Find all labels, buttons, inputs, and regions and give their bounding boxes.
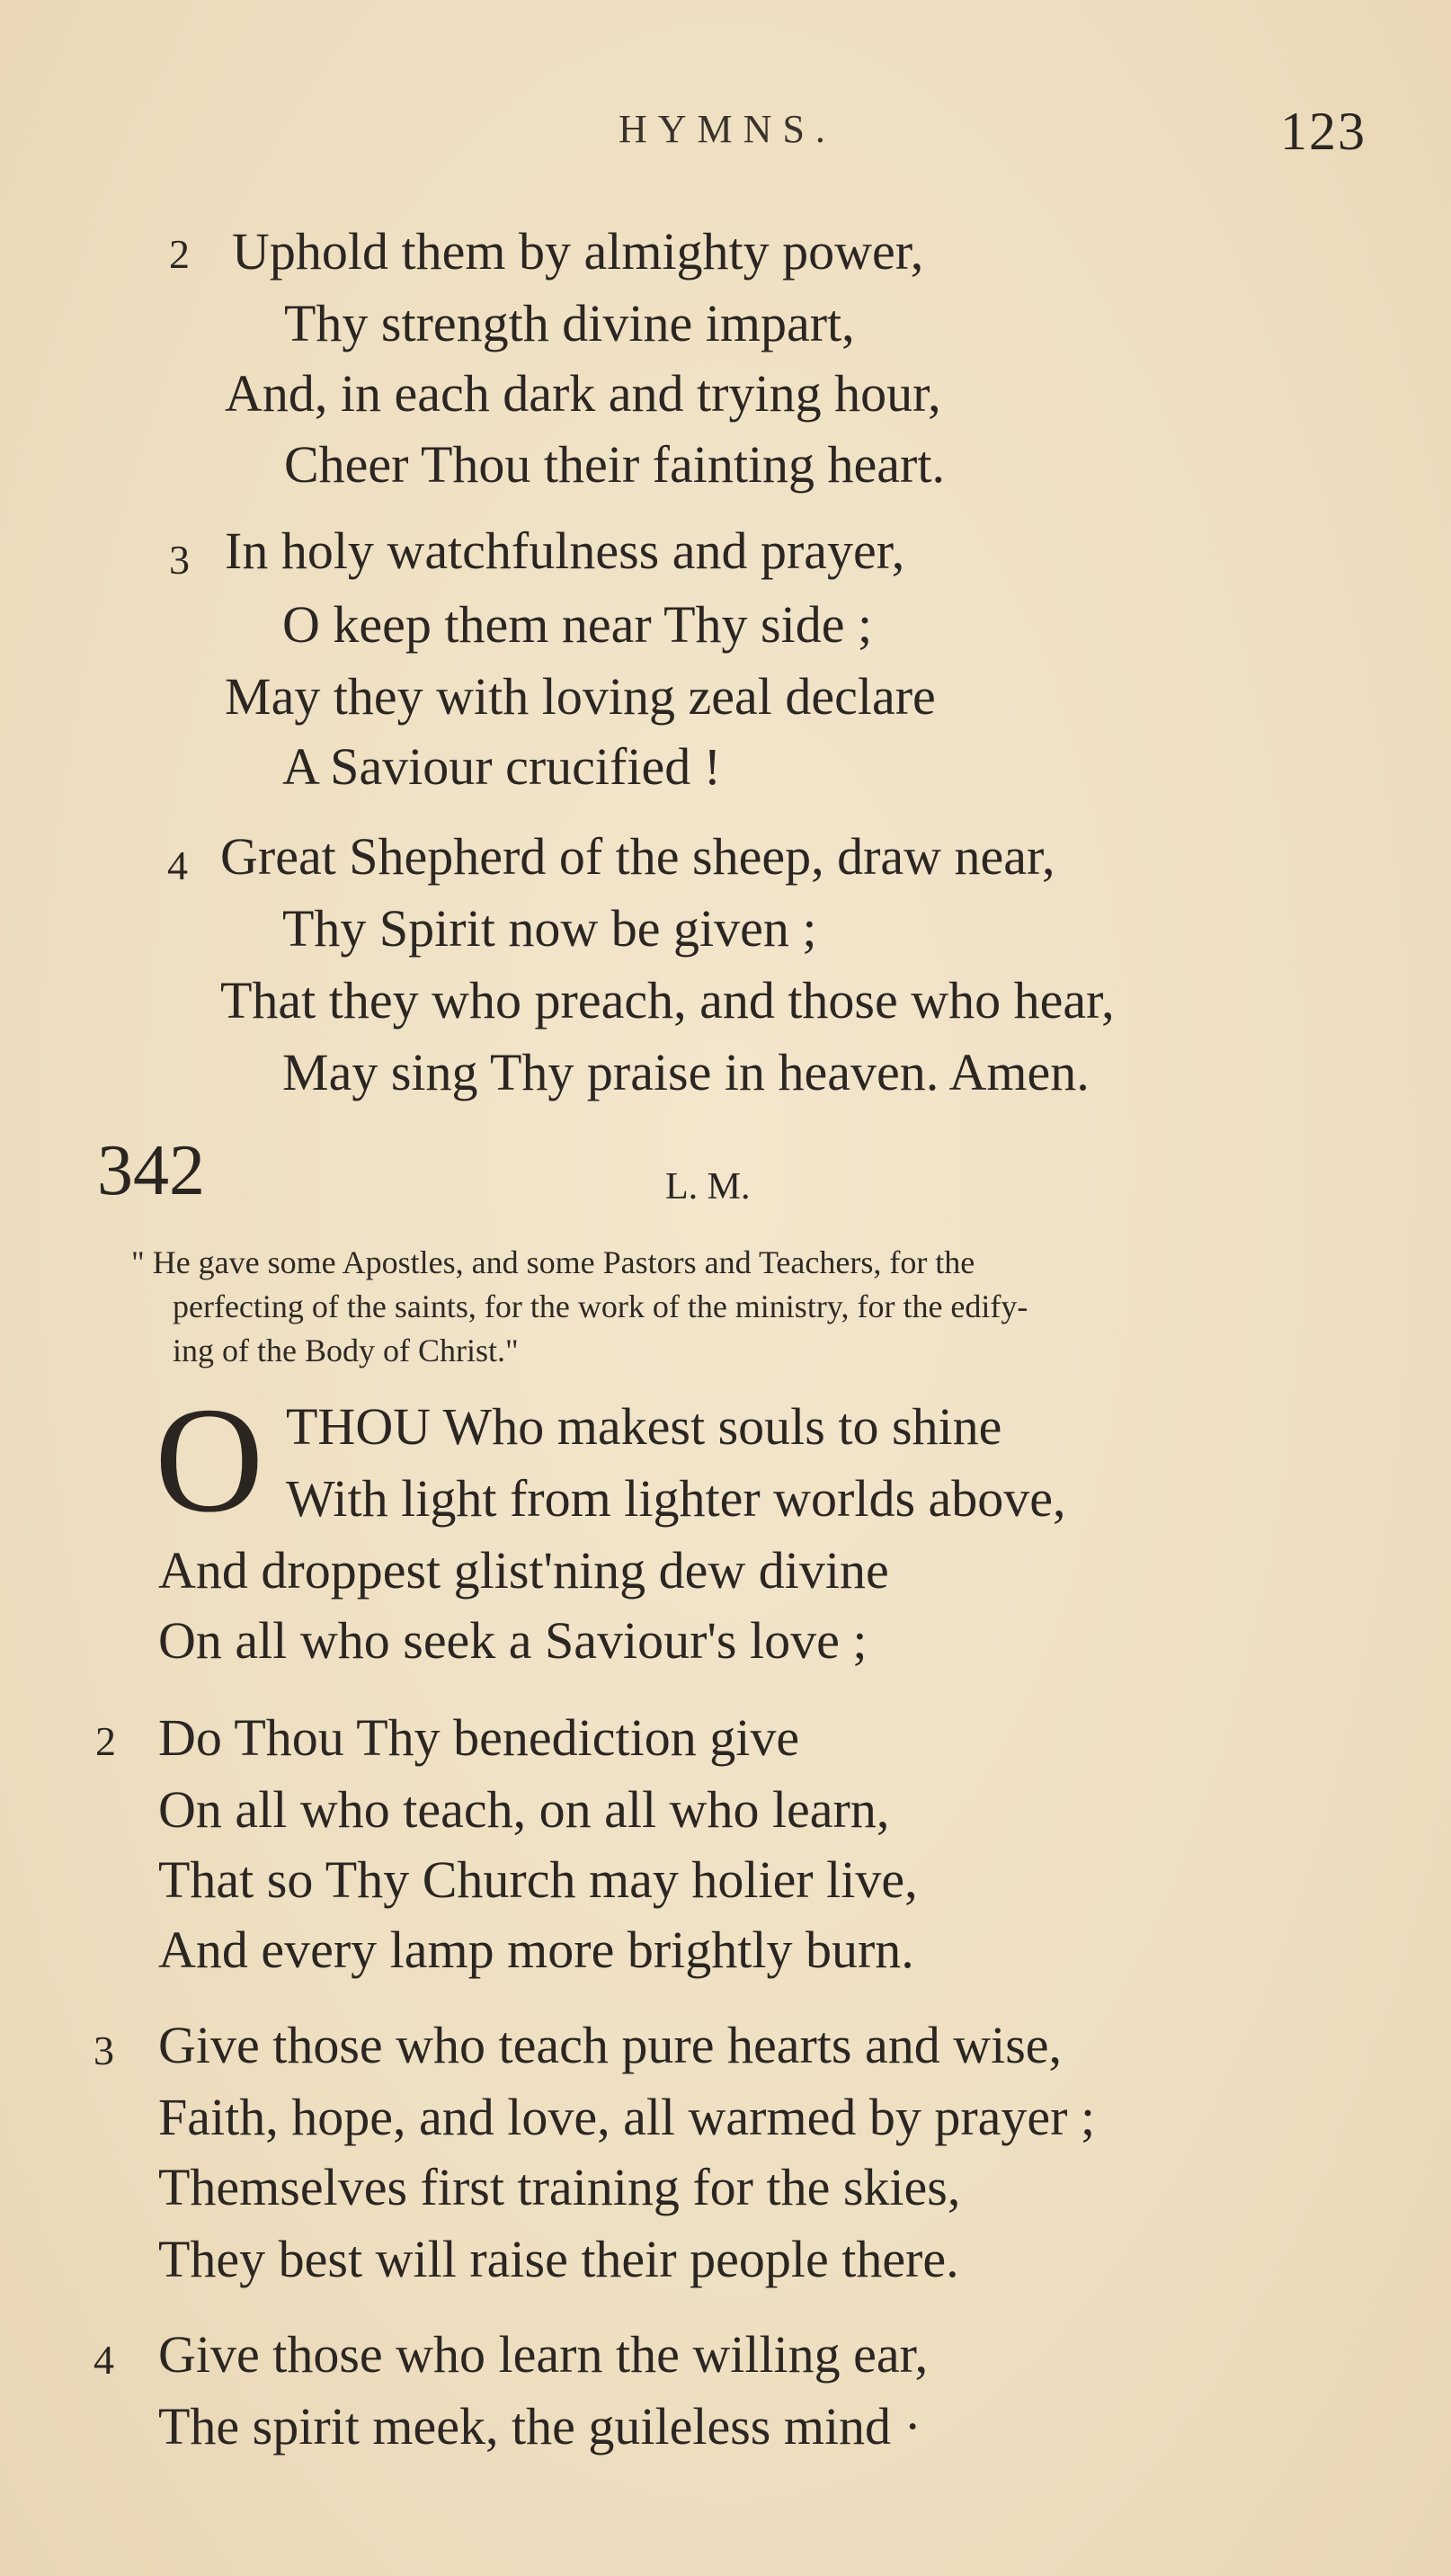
- verse-line: Give those who learn the willing ear,: [158, 2325, 929, 2384]
- hymn-meter: L. M.: [665, 1166, 751, 1208]
- verse-line: That they who preach, and those who hear,: [220, 971, 1115, 1030]
- verse-number: 4: [93, 2337, 114, 2383]
- verse-line: And droppest glist'ning dew divine: [158, 1541, 889, 1600]
- verse-line: And, in each dark and trying hour,: [225, 364, 941, 423]
- verse-line: THOU Who makest souls to shine: [286, 1397, 1002, 1456]
- page-number: 123: [1280, 102, 1366, 161]
- verse-number: 2: [95, 1718, 116, 1764]
- epigraph-line: ing of the Body of Christ.": [173, 1333, 519, 1368]
- verse-line: With light from lighter worlds above,: [286, 1469, 1066, 1528]
- verse-line: Thy Spirit now be given ;: [282, 899, 817, 958]
- verse-line: Themselves first training for the skies,: [158, 2158, 961, 2216]
- verse-number: 3: [169, 537, 190, 583]
- hymn-number: 342: [97, 1131, 205, 1210]
- verse-line: Faith, hope, and love, all warmed by prayer ;: [158, 2088, 1096, 2146]
- verse-line: Uphold them by almighty power,: [232, 222, 924, 281]
- verse-line: May they with loving zeal declare: [225, 667, 936, 726]
- verse-line: May sing Thy praise in heaven. Amen.: [282, 1043, 1090, 1101]
- verse-line: And every lamp more brightly burn.: [158, 1921, 914, 1979]
- drop-cap: O: [155, 1377, 264, 1544]
- verse-line: On all who teach, on all who learn,: [158, 1780, 890, 1839]
- epigraph-line: " He gave some Apostles, and some Pastors and Teachers, for the: [131, 1244, 975, 1280]
- verse-line: Thy strength divine impart,: [284, 294, 855, 352]
- verse-number: 3: [93, 2028, 114, 2073]
- epigraph-line: perfecting of the saints, for the work of the ministry, for the edify-: [173, 1288, 1028, 1324]
- running-title: HYMNS.: [619, 107, 836, 151]
- verse-line: Give those who teach pure hearts and wise,: [158, 2016, 1063, 2074]
- verse-line: A Saviour crucified !: [282, 737, 722, 796]
- verse-line: In holy watchfulness and prayer,: [225, 521, 905, 580]
- verse-line: Do Thou Thy benediction give: [158, 1708, 800, 1767]
- verse-line: They best will raise their people there.: [158, 2230, 959, 2288]
- verse-number: 4: [167, 842, 188, 888]
- verse-number: 2: [169, 231, 190, 277]
- verse-line: Cheer Thou their fainting heart.: [284, 435, 945, 494]
- verse-line: The spirit meek, the guileless mind ·: [158, 2397, 921, 2456]
- running-header: [0, 102, 1451, 169]
- verse-line: O keep them near Thy side ;: [282, 595, 873, 654]
- verse-line: Great Shepherd of the sheep, draw near,: [220, 827, 1055, 886]
- verse-line: That so Thy Church may holier live,: [158, 1850, 918, 1909]
- verse-line: On all who seek a Saviour's love ;: [158, 1611, 868, 1670]
